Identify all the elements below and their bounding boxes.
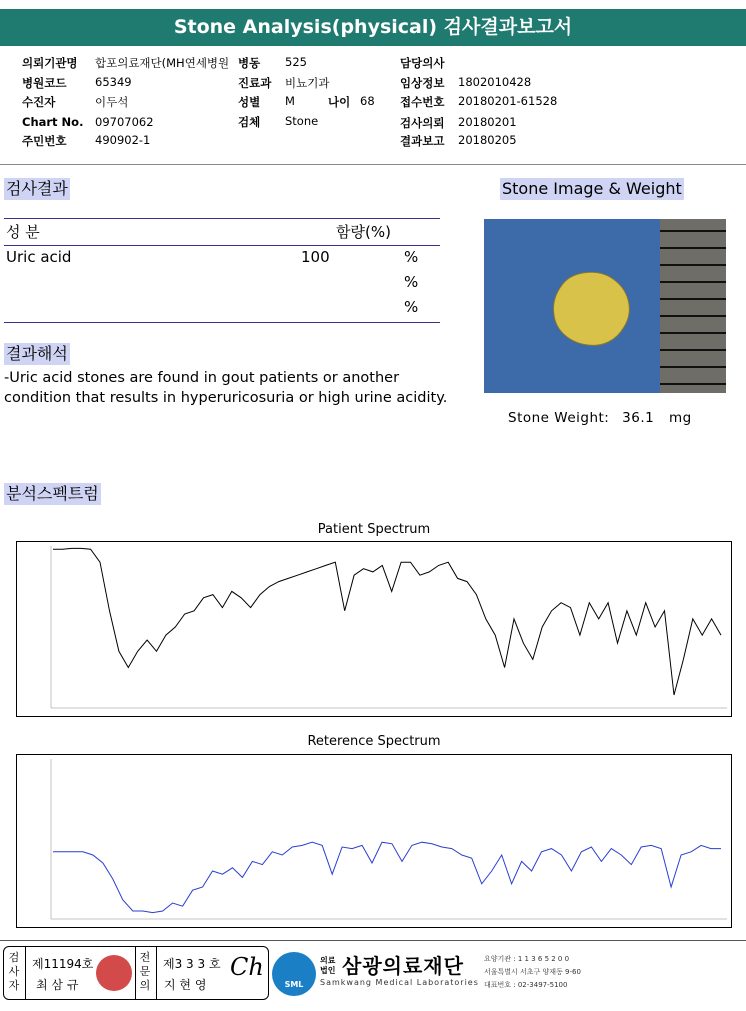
patient-spectrum-line — [53, 548, 721, 695]
axis-frame — [51, 759, 727, 919]
box-divider — [25, 947, 26, 999]
info-label: 수진자 — [22, 95, 56, 109]
info-label: 성별 — [238, 95, 261, 109]
result-component: Uric acid — [6, 248, 72, 266]
interpretation-title: 결과해석 — [6, 344, 68, 363]
info-value: Stone — [285, 114, 319, 128]
result-unit: % — [404, 248, 419, 266]
age-label: 나이 — [328, 95, 351, 109]
result-unit: % — [404, 298, 419, 316]
stone-weight — [508, 410, 692, 426]
signature-box — [3, 946, 269, 1000]
result-unit: % — [404, 273, 419, 291]
table-header-rule — [4, 245, 440, 246]
signature: Ch — [230, 953, 264, 981]
info-label: 담당의사 — [400, 56, 445, 70]
specialist-label: 전문의 — [139, 951, 151, 992]
weight-value: 36.1 — [622, 410, 655, 426]
reference-spectrum-line — [53, 842, 721, 912]
info-value: M — [285, 94, 295, 108]
reference-spectrum-title: Reterence Spectrum — [307, 734, 441, 749]
divider — [0, 164, 746, 165]
info-label: 검체 — [238, 115, 261, 129]
org-name: 삼광의료재단 — [342, 954, 464, 978]
specialist-number: 제3 3 3 호 — [163, 957, 221, 971]
inspector-name: 최 삼 규 — [36, 978, 79, 992]
info-label: 결과보고 — [400, 134, 445, 148]
col-amount-header: 함량(%) — [336, 223, 391, 241]
org-english: Samkwang Medical Laboratories — [320, 978, 479, 987]
stone — [553, 272, 629, 345]
stone-photo-svg — [484, 219, 726, 393]
patient-info — [22, 55, 742, 151]
address: 서울특별시 서초구 양재동 9-60 — [484, 968, 581, 976]
axis-frame — [51, 546, 727, 708]
age-value: 68 — [360, 94, 375, 108]
info-label: 검사의뢰 — [400, 116, 445, 130]
info-value: 09707062 — [95, 115, 154, 129]
logo-icon — [272, 952, 316, 996]
info-value: 525 — [285, 55, 307, 69]
logo-badge-text: SML — [284, 980, 304, 989]
weight-label: Stone Weight: — [508, 410, 610, 426]
info-label: 주민번호 — [22, 134, 67, 148]
table-bottom-rule — [4, 322, 440, 323]
interpretation-line-2: condition that results in hyperuricosuria or high urine acidity. — [4, 390, 448, 406]
stone-title: Stone Image & Weight — [502, 179, 682, 198]
stone-photo — [484, 219, 726, 393]
info-value: 합포의료재단(MH연세병원 — [95, 56, 230, 70]
info-value: 1802010428 — [458, 75, 532, 89]
info-value: 이두석 — [95, 95, 129, 109]
reference-spectrum-svg — [17, 755, 731, 927]
phone: 대표번호 : 02-3497-5100 — [484, 981, 568, 989]
info-value: 65349 — [95, 75, 132, 89]
info-value: 비뇨기과 — [285, 76, 330, 90]
specialist-name: 지 현 영 — [164, 978, 207, 992]
reference-spectrum-plot — [16, 754, 732, 928]
info-value: 20180201-61528 — [458, 94, 558, 108]
info-label: 병동 — [238, 56, 261, 70]
info-value: 20180205 — [458, 133, 517, 147]
footer-divider — [0, 940, 746, 941]
box-divider — [135, 947, 136, 999]
inspector-number: 제11194호 — [32, 957, 94, 971]
info-label: 의뢰기관명 — [22, 56, 78, 70]
page-title: Stone Analysis(physical) 검사결과보고서 — [173, 16, 573, 38]
info-label: 접수번호 — [400, 95, 445, 109]
care-number: 요양기관 : 1 1 3 6 5 2 0 0 — [484, 955, 570, 963]
results-title: 검사결과 — [6, 179, 68, 198]
weight-unit: mg — [669, 410, 692, 426]
info-value: 490902-1 — [95, 133, 151, 147]
info-label: 임상정보 — [400, 76, 445, 90]
patient-spectrum-plot — [16, 541, 732, 717]
org-prefix: 의료법인 — [320, 956, 336, 975]
patient-spectrum-svg — [17, 542, 731, 716]
info-label: 병원코드 — [22, 76, 67, 90]
col-component-header: 성 분 — [6, 223, 40, 241]
patient-spectrum-title: Patient Spectrum — [317, 522, 431, 537]
info-value: 20180201 — [458, 115, 517, 129]
inspector-label: 검사자 — [8, 951, 20, 992]
info-label: 진료과 — [238, 76, 272, 90]
title-bar — [0, 0, 746, 46]
interpretation-line-1: -Uric acid stones are found in gout patients or another — [4, 370, 400, 386]
lab-logo-block — [272, 948, 742, 1000]
info-label: Chart No. — [22, 115, 84, 129]
box-divider — [156, 947, 157, 999]
result-amount: 100 — [301, 248, 330, 266]
seal-stamp — [96, 955, 132, 991]
table-top-rule — [4, 218, 440, 219]
spectrum-title: 분석스펙트럼 — [6, 484, 99, 503]
